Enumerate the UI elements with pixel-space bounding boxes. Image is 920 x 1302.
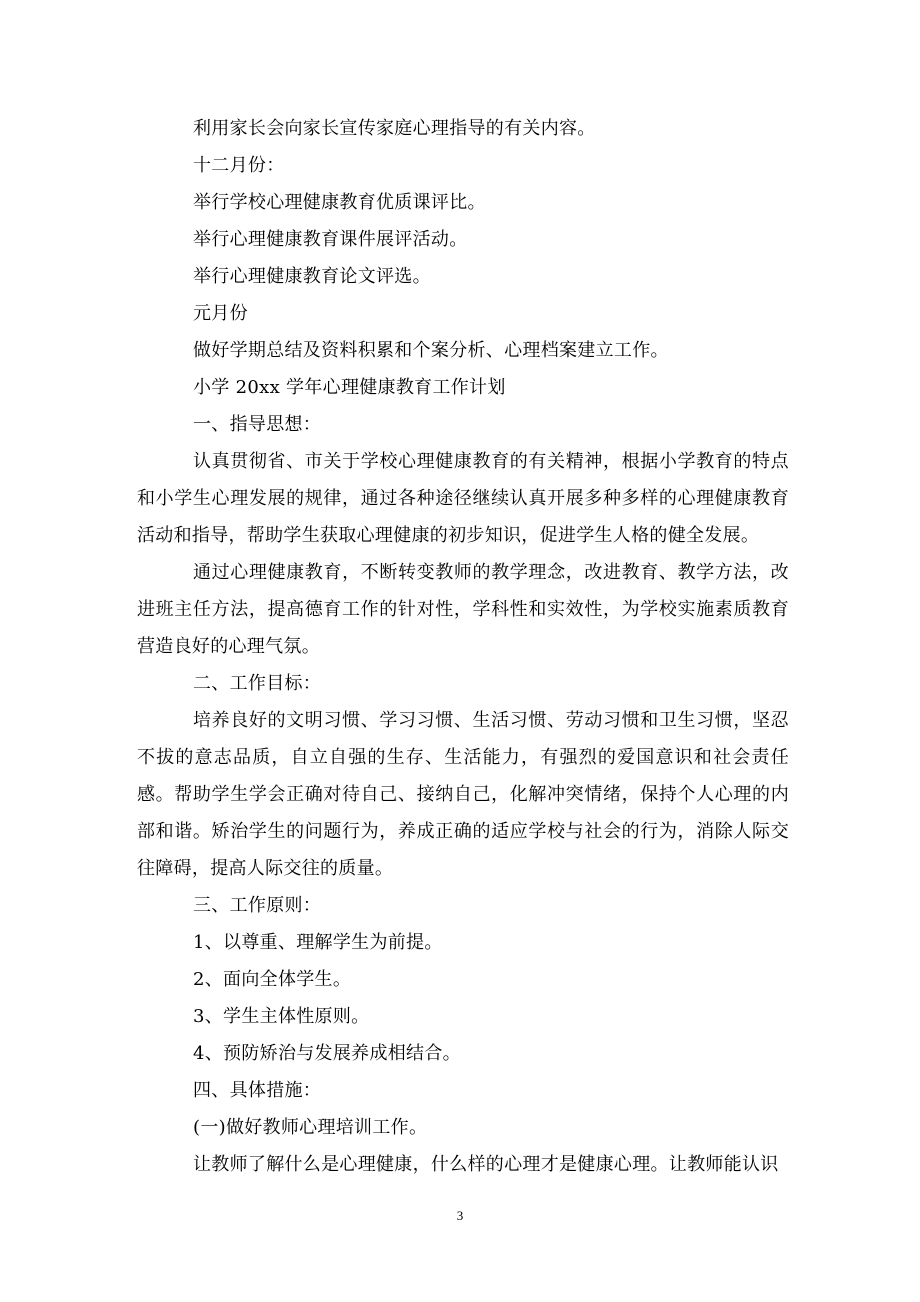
- month-heading-january: 元月份: [193, 303, 248, 324]
- paragraph-goals: 培养良好的文明习惯、学习习惯、生活习惯、劳动习惯和卫生习惯，坚忍不拔的意志品质，自立自强的生存、生活能力，有强烈的爱国意识和社会责任感。帮助学生学会正确对待自己、接纳自己，化解冲突情绪，保持个人心理的内部和谐。矫治学生的问题行为，养成正确的适应学校与社会的行为，消除人际交往障碍，提高人际交往的质量。: [137, 710, 789, 879]
- section-heading-goals: 二、工作目标：: [193, 673, 322, 694]
- document-body: [137, 110, 793, 1183]
- text-line: 利用家长会向家长宣传家庭心理指导的有关内容。: [193, 118, 596, 139]
- section-heading-guiding: 一、指导思想：: [193, 414, 322, 435]
- plan-title: 小学 20xx 学年心理健康教育工作计划: [193, 377, 506, 398]
- sub-heading-teacher-training: (一)做好教师心理培训工作。: [193, 1117, 428, 1138]
- principle-item: 4、预防矫治与发展养成相结合。: [193, 1043, 461, 1064]
- paragraph-guiding-1: 认真贯彻省、市关于学校心理健康教育的有关精神，根据小学教育的特点和小学生心理发展的规律，通过各种途径继续认真开展多种多样的心理健康教育活动和指导，帮助学生获取心理健康的初步知识，促进学生人格的健全发展。: [137, 451, 789, 546]
- principle-item: 1、以尊重、理解学生为前提。: [193, 932, 443, 953]
- principle-item: 3、学生主体性原则。: [193, 1006, 370, 1027]
- text-line: 举行心理健康教育课件展评活动。: [193, 229, 468, 250]
- month-heading-december: 十二月份：: [193, 155, 285, 176]
- principle-item: 2、面向全体学生。: [193, 969, 352, 990]
- text-line: 让教师了解什么是心理健康，什么样的心理才是健康心理。让教师能认识: [193, 1154, 779, 1175]
- paragraph-guiding-2: 通过心理健康教育，不断转变教师的教学理念，改进教育、教学方法，改进班主任方法，提高德育工作的针对性，学科性和实效性，为学校实施素质教育营造良好的心理气氛。: [137, 562, 789, 657]
- text-line: 举行心理健康教育论文评选。: [193, 266, 431, 287]
- text-line: 做好学期总结及资料积累和个案分析、心理档案建立工作。: [193, 340, 669, 361]
- page-number: 3: [456, 1208, 464, 1223]
- text-line: 举行学校心理健康教育优质课评比。: [193, 192, 486, 213]
- section-heading-measures: 四、具体措施：: [193, 1080, 322, 1101]
- section-heading-principles: 三、工作原则：: [193, 895, 322, 916]
